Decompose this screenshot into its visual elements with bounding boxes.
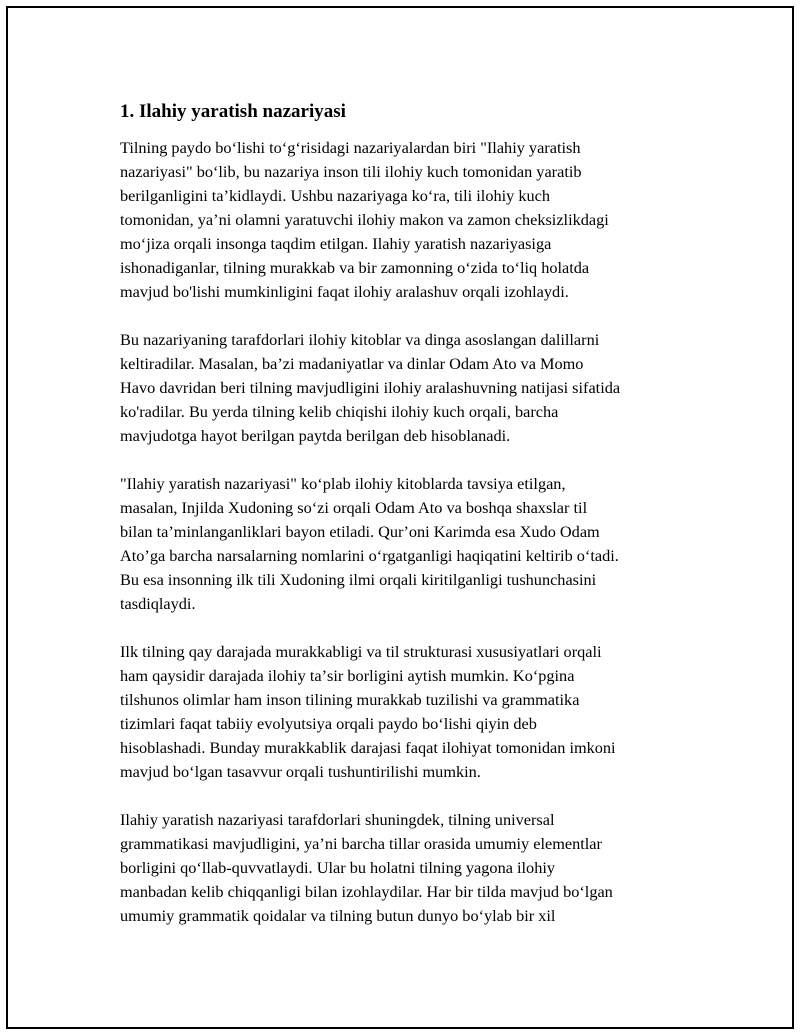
document-body [120,98,710,952]
text-line: ishonadiganlar, tilning murakkab va bir zamonning oʻzida toʻliq holatda [120,258,590,277]
page-frame [6,6,794,1029]
text-line: bilan taʼminlanganliklari bayon etiladi. Qurʼoni Karimda esa Xudo Odam [120,522,600,541]
text-line: "Ilahiy yaratish nazariyasi" koʻplab ilohiy kitoblarda tavsiya etilgan, [120,474,566,493]
text-line: mavjud bo'lishi mumkinligini faqat ilohiy aralashuv orqali izohlaydi. [120,282,569,301]
text-line: Ilahiy yaratish nazariyasi tarafdorlari shuningdek, tilning universal [120,810,555,829]
text-line: tomonidan, yaʼni olamni yaratuvchi ilohiy makon va zamon cheksizlikdagi [120,210,609,229]
text-line: nazariyasi" boʻlib, bu nazariya inson tili ilohiy kuch tomonidan yaratib [120,162,582,181]
text-line: keltiradilar. Masalan, baʼzi madaniyatlar va dinlar Odam Ato va Momo [120,354,584,373]
text-line: mavjudotga hayot berilgan paytda berilgan deb hisoblanadi. [120,426,511,445]
text-line: manbadan kelib chiqqanligi bilan izohlaydilar. Har bir tilda mavjud boʻlgan [120,882,613,901]
paragraph-5 [120,808,710,928]
text-line: mavjud boʻlgan tasavvur orqali tushuntirilishi mumkin. [120,762,481,781]
paragraph-1 [120,136,710,304]
text-line: Ilk tilning qay darajada murakkabligi va til strukturasi xususiyatlari orqali [120,642,602,661]
text-line: Bu esa insonning ilk tili Xudoning ilmi orqali kiritilganligi tushunchasini [120,570,597,589]
text-line: tasdiqlaydi. [120,594,196,613]
text-line: Atoʼga barcha narsalarning nomlarini oʻrgatganligi haqiqatini keltirib oʻtadi. [120,546,619,565]
paragraph-4 [120,640,710,784]
text-line: Havo davridan beri tilning mavjudligini ilohiy aralashuvning natijasi sifatida [120,378,621,397]
text-line: borligini qoʻllab-quvvatlaydi. Ular bu holatni tilning yagona ilohiy [120,858,555,877]
text-line: masalan, Injilda Xudoning soʻzi orqali Odam Ato va boshqa shaxslar til [120,498,588,517]
text-line: Tilning paydo boʻlishi toʻgʻrisidagi nazariyalardan biri "Ilahiy yaratish [120,138,581,157]
paragraph-2 [120,328,710,448]
text-line: grammatikasi mavjudligini, yaʼni barcha tillar orasida umumiy elementlar [120,834,602,853]
text-line: umumiy grammatik qoidalar va tilning butun dunyo boʻylab bir xil [120,906,556,925]
text-line: tizimlari faqat tabiiy evolyutsiya orqali paydo boʻlishi qiyin deb [120,714,537,733]
section-heading: 1. Ilahiy yaratish nazariyasi [120,101,346,122]
text-line: ham qaysidir darajada ilohiy taʼsir borligini aytish mumkin. Koʻpgina [120,666,575,685]
text-line: hisoblashadi. Bunday murakkablik darajasi faqat ilohiyat tomonidan imkoni [120,738,616,757]
text-line: ko'radilar. Bu yerda tilning kelib chiqishi ilohiy kuch orqali, barcha [120,402,559,421]
text-line: berilganligini taʼkidlaydi. Ushbu nazariyaga koʻra, tili ilohiy kuch [120,186,550,205]
text-line: moʻjiza orqali insonga taqdim etilgan. Ilahiy yaratish nazariyasiga [120,234,552,253]
paragraph-3 [120,472,710,616]
text-line: tilshunos olimlar ham inson tilining murakkab tuzilishi va grammatika [120,690,580,709]
text-line: Bu nazariyaning tarafdorlari ilohiy kitoblar va dinga asoslangan dalillarni [120,330,600,349]
